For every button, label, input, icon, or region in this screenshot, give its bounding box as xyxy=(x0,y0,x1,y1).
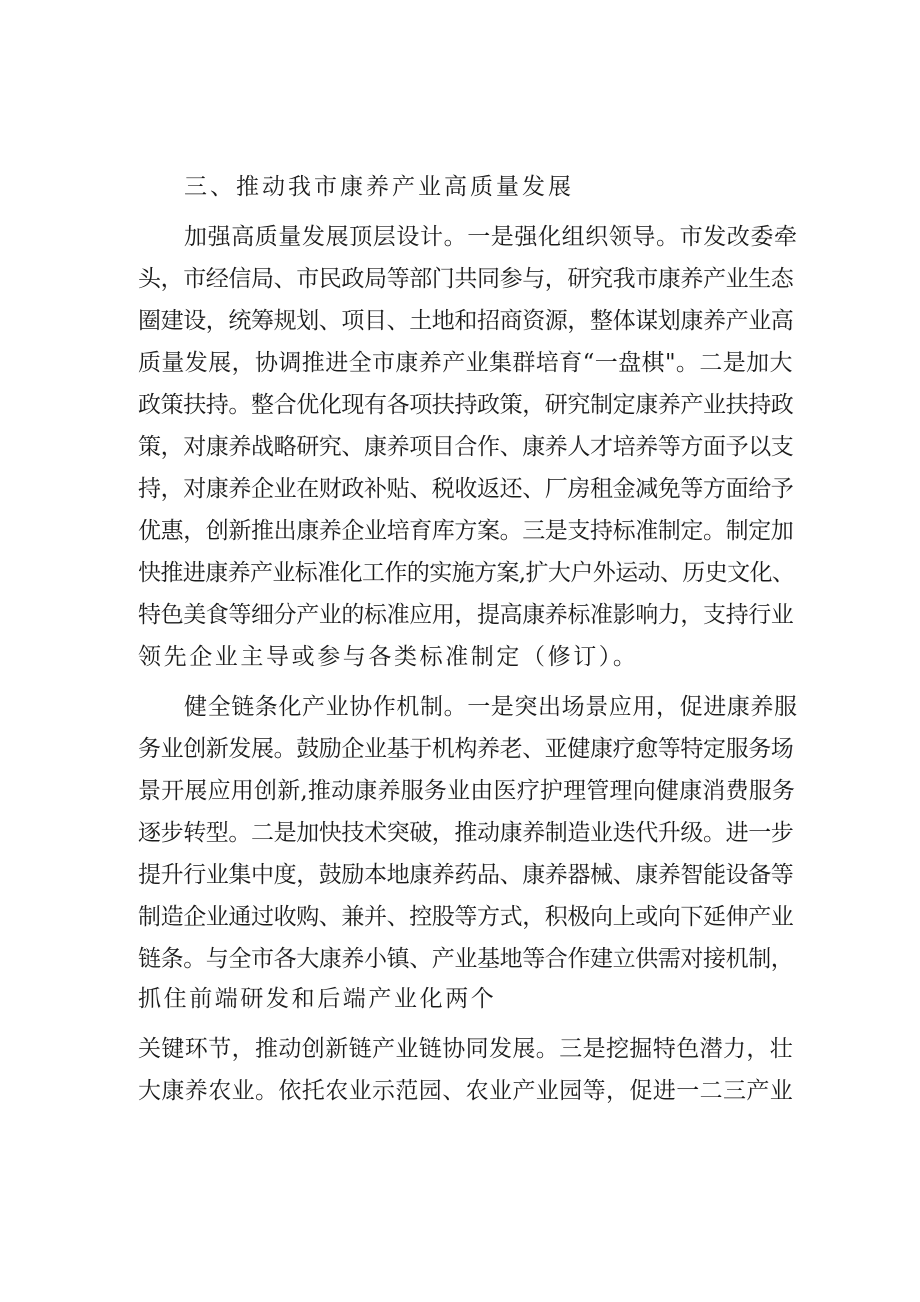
paragraph-line: 策，对康养战略研究、康养项目合作、康养人才培养等方面予以支 xyxy=(138,434,794,460)
paragraph-line: 关键环节，推动创新链产业链协同发展。三是挖掘特色潜力，壮 xyxy=(138,1036,794,1062)
paragraph-line: 持，对康养企业在财政补贴、税收返还、厂房租金减免等方面给予 xyxy=(138,476,794,502)
paragraph-line: 健全链条化产业协作机制。一是突出场景应用，促进康养服 xyxy=(184,694,798,720)
paragraph-line: 加强高质量发展顶层设计。一是强化组织领导。市发改委牵 xyxy=(184,224,798,250)
paragraph-line: 制造企业通过收购、兼并、控股等方式，积极向上或向下延伸产业 xyxy=(138,904,794,930)
paragraph-line: 链条。与全市各大康养小镇、产业基地等合作建立供需对接机制， xyxy=(138,946,794,972)
paragraph-line: 质量发展，协调推进全市康养产业集群培育“一盘棋"。二是加大 xyxy=(138,350,793,376)
paragraph-line: 圈建设，统筹规划、项目、土地和招商资源，整体谋划康养产业高 xyxy=(138,308,794,334)
paragraph-line: 领先企业主导或参与各类标准制定（修订）。 xyxy=(138,644,639,670)
paragraph-line: 景开展应用创新,推动康养服务业由医疗护理管理向健康消费服务 xyxy=(138,778,796,804)
section-heading: 三、推动我市康养产业高质量发展 xyxy=(184,174,574,200)
paragraph-line: 头，市经信局、市民政局等部门共同参与，研究我市康养产业生态 xyxy=(138,266,794,292)
paragraph-line: 逐步转型。二是加快技术突破，推动康养制造业迭代升级。进一步 xyxy=(138,820,794,846)
paragraph-line: 大康养农业。依托农业示范园、农业产业园等，促进一二三产业 xyxy=(138,1078,794,1104)
paragraph-line: 特色美食等细分产业的标准应用，提高康养标准影响力，支持行业 xyxy=(138,602,794,628)
paragraph-line: 务业创新发展。鼓励企业基于机构养老、亚健康疗愈等特定服务场 xyxy=(138,736,794,762)
paragraph-line: 抓住前端研发和后端产业化两个 xyxy=(138,986,497,1012)
paragraph-line: 优惠，创新推出康养企业培育库方案。三是支持标准制定。制定加 xyxy=(138,518,794,544)
paragraph-line: 提升行业集中度，鼓励本地康养药品、康养器械、康养智能设备等 xyxy=(138,862,794,888)
paragraph-line: 快推进康养产业标准化工作的实施方案,扩大户外运动、历史文化、 xyxy=(138,560,795,586)
paragraph-line: 政策扶持。整合优化现有各项扶持政策，研究制定康养产业扶持政 xyxy=(138,392,794,418)
